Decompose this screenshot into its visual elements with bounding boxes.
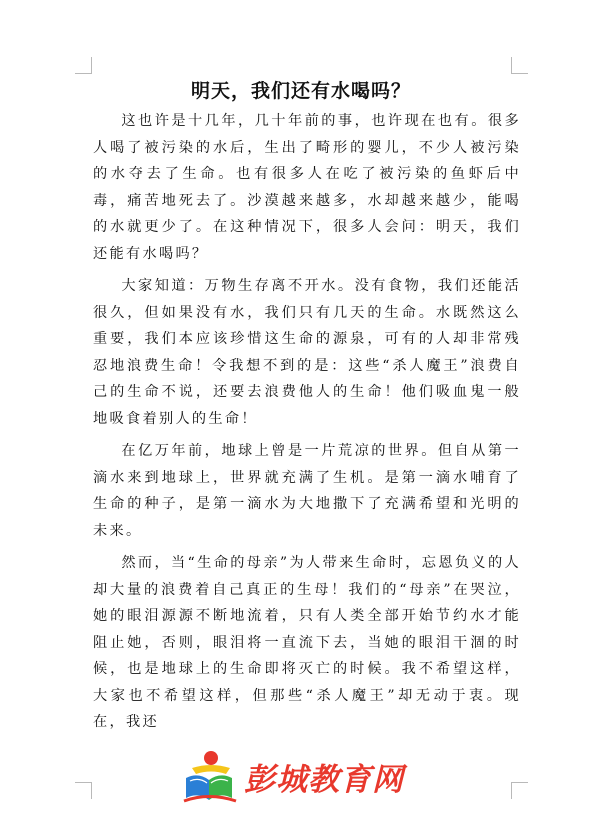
margin-corner-bottom-right [511,782,528,799]
margin-corner-top-right [511,57,528,74]
paragraph-3: 在亿万年前，地球上曾是一片荒凉的世界。但自从第一滴水来到地球上，世界就充满了生机。是第一滴水哺育了生命的种子，是第一滴水为大地撒下了充满希望和光明的未来。 [93,443,521,539]
paragraph-1: 这也许是十几年，几十年前的事，也许现在也有。很多人喝了被污染的水后，生出了畸形的婴儿，不少人被污染的水夺去了生命。也有很多人在吃了被污染的鱼虾后中毒，痛苦地死去了。沙漠越来越多，水却越来越少，能喝的水就更少了。在这种情况下，很多人会问：明天，我们还能有水喝吗？ [93,113,521,262]
margin-corner-top-left [75,57,92,74]
margin-corner-bottom-left [75,782,92,799]
document-body [93,108,521,780]
watermark-text: 彭城教育网 [244,762,404,798]
paragraph-2: 大家知道：万物生存离不开水。没有食物，我们还能活很久，但如果没有水，我们只有几天的生命。水既然这么重要，我们本应该珍惜这生命的源泉，可有的人却非常残忍地浪费生命！令我想不到的是：这些“杀人魔王”浪费自己的生命不说，还要去浪费他人的生命！他们吸血鬼一般地吸食着别人的生命！ [93,278,521,427]
book-logo-icon [178,748,240,804]
paragraph-4: 然而，当“生命的母亲”为人带来生命时，忘恩负义的人却大量的浪费着自己真正的生母！我们的“母亲”在哭泣，她的眼泪源源不断地流着，只有人类全部开始节约水才能阻止她，否则，眼泪将一直流下去，当她的眼泪干涸的时候，也是地球上的生命即将灭亡的时候。我不希望这样，大家也不希望这样，但那些“杀人魔王”却无动于衷。现在，我还 [93,555,521,730]
document-title: 明天，我们还有水喝吗？ [190,80,411,102]
watermark-logo [178,748,448,804]
